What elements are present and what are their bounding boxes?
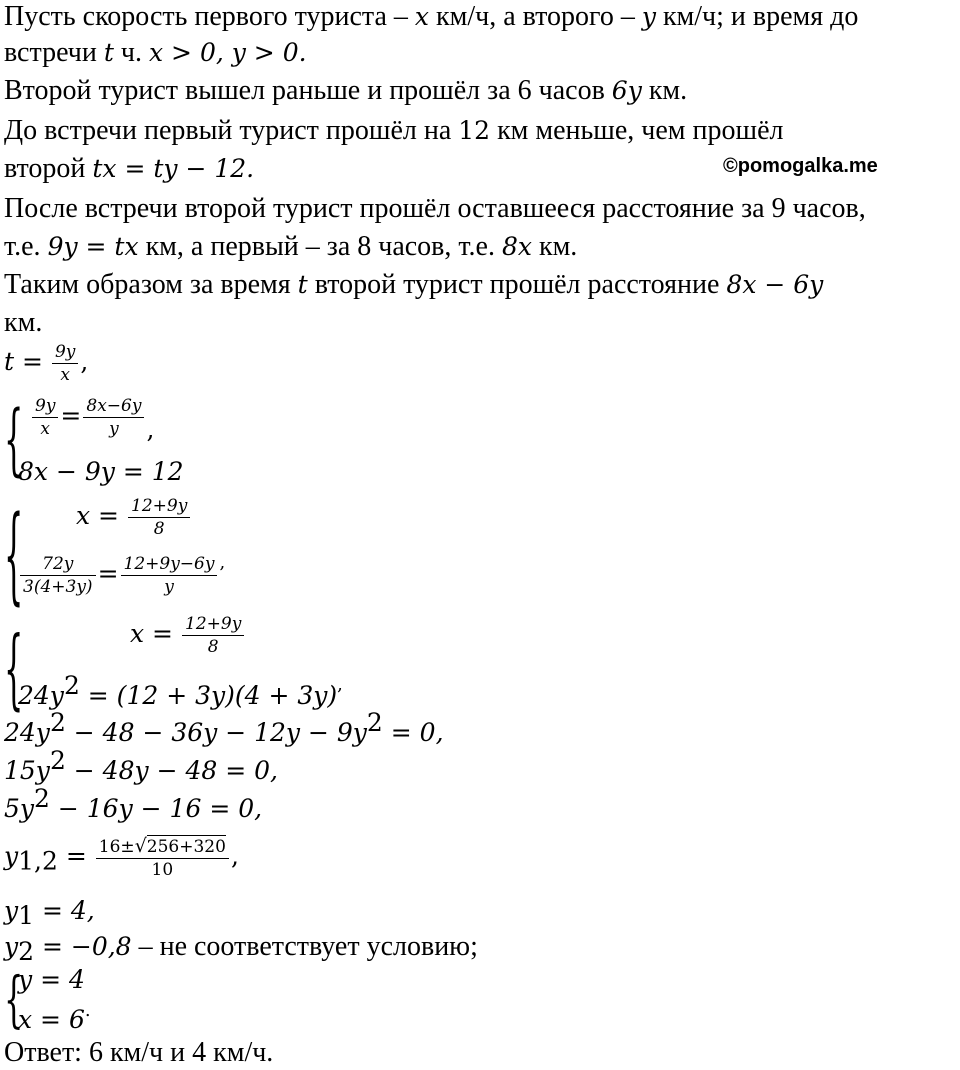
math-inline: y: [4, 932, 19, 961]
denominator: 8: [207, 637, 219, 657]
system-row: $\frac{72y}{3(4+3y)}$ = $\frac{12+9y-6y}{y}$ ,: [18, 552, 225, 597]
brace-icon: {: [4, 394, 24, 485]
equation-roots: [4, 836, 239, 880]
text-segment: Второй турист вышел раньше и прошёл за 6 часов: [4, 75, 612, 106]
subscript: 2: [18, 937, 35, 966]
math-var: t: [103, 38, 114, 67]
system-row: [76, 496, 192, 539]
exponent: 2: [34, 784, 50, 813]
fraction: [20, 554, 96, 597]
math-inline: = 0,: [382, 718, 444, 747]
fraction: [96, 836, 229, 880]
numerator: 9y: [52, 342, 78, 364]
math-inline: 6y: [611, 76, 642, 105]
text-segment: встречи: [4, 37, 104, 68]
system-row: [130, 614, 246, 657]
subscript: 1,2: [18, 846, 58, 876]
math-inline: 8x: [501, 232, 532, 261]
text-segment: ч.: [113, 37, 149, 68]
numerator: 12+9y: [182, 614, 244, 636]
text-segment: – не соответствует условию;: [131, 931, 478, 962]
math-inline: = 4,: [34, 896, 95, 925]
denominator: x: [60, 365, 70, 385]
math-inline: 8x − 6y: [726, 270, 824, 299]
numerator: 16±√256+320: [96, 836, 229, 859]
text-line-4: [4, 114, 783, 148]
denominator: 10: [151, 860, 174, 880]
denominator: x: [40, 419, 50, 439]
fraction: [182, 614, 244, 657]
numerator: 12+9y−6y: [121, 554, 218, 576]
subscript: 1: [18, 901, 35, 930]
text-segment: км меньше, чем прошёл: [490, 115, 784, 146]
exponent: 2: [63, 671, 80, 700]
text-line-9: км.: [4, 307, 43, 338]
math-inline: y = 4: [18, 965, 85, 994]
punctuation: ,: [80, 346, 89, 376]
denominator: y: [109, 419, 119, 439]
text-segment: км.: [641, 75, 688, 106]
math-inline: x =: [130, 618, 173, 648]
text-line-2: [4, 36, 307, 70]
punctuation: ,: [337, 674, 343, 695]
numerator: 8x−6y: [83, 396, 144, 418]
equation-t: [4, 342, 88, 385]
text-line-3: [4, 74, 687, 108]
math-inline: 15y: [4, 756, 50, 785]
math-inline: = −0,8: [34, 932, 132, 961]
punctuation: .: [84, 1000, 91, 1021]
math-inline: 24y: [4, 718, 50, 747]
math-var: t: [297, 270, 308, 299]
system-row: $\frac{9y}{x}$ = $\frac{8x-6y}{y}$ ,: [30, 396, 154, 444]
punctuation: ,: [146, 414, 155, 444]
text-line-7: [4, 230, 577, 264]
brace-icon: {: [4, 494, 24, 615]
exponent: 2: [49, 708, 66, 737]
fraction: [32, 396, 58, 439]
text-line-5: [4, 152, 254, 186]
text-segment: Пусть скорость первого туриста –: [4, 1, 415, 32]
math-inline: x = 6: [18, 1005, 85, 1034]
text-line-6: После встречи второй турист прошёл оставшееся расстояние за 9 часов,: [4, 193, 866, 224]
text-segment: Таким образом за время: [4, 269, 298, 300]
math-inline: x =: [76, 500, 119, 530]
equation-line: [4, 894, 95, 928]
system-row: [18, 1000, 91, 1036]
math-inline: 5y: [4, 794, 35, 823]
numerator: 12+9y: [128, 496, 190, 518]
numerator-part: 16±: [98, 837, 135, 857]
fraction: [83, 396, 144, 439]
math-inline: t =: [4, 346, 43, 376]
exponent: 2: [49, 746, 66, 775]
text-line-1: [4, 0, 858, 34]
math-inline: x > 0, y > 0.: [149, 38, 307, 67]
math-inline: 24y: [18, 681, 64, 710]
equation-line: [4, 746, 278, 788]
math-inline: 8x − 9y = 12: [18, 457, 184, 486]
text-segment: т.е.: [4, 231, 48, 262]
math-inline: 12: [458, 116, 491, 145]
text-segment: До встречи первый турист прошёл на: [4, 115, 459, 146]
text-segment: км, а первый – за 8 часов, т.е.: [138, 231, 502, 262]
system-row: [18, 671, 343, 712]
fraction: [121, 554, 218, 597]
math-inline: − 48 − 36y − 12y − 9y: [65, 718, 367, 747]
punctuation: ,: [219, 552, 226, 573]
numerator: 72y: [20, 554, 96, 576]
text-segment: км/ч; и время до: [655, 1, 859, 32]
fraction: [52, 342, 78, 385]
system-row: [18, 456, 184, 488]
answer-line: Ответ: 6 км/ч и 4 км/ч.: [4, 1037, 274, 1068]
denominator: 3(4+3y): [23, 577, 93, 598]
math-var: x: [414, 2, 430, 31]
watermark: ©pomogalka.me: [723, 155, 878, 177]
exponent: 2: [366, 708, 383, 737]
system-row: [18, 964, 85, 996]
math-inline: tx = ty − 12.: [92, 154, 255, 183]
brace-icon: {: [4, 964, 24, 1035]
text-segment: км/ч, а второго –: [429, 1, 642, 32]
equation-line: [4, 708, 444, 750]
math-inline: − 16y − 16 = 0,: [49, 794, 263, 823]
math-inline: y: [4, 841, 19, 871]
math-inline: − 48y − 48 = 0,: [65, 756, 278, 785]
text-segment: км.: [531, 231, 578, 262]
brace-icon: {: [4, 618, 24, 720]
math-var: y: [641, 2, 656, 31]
text-segment: второй: [4, 153, 93, 184]
math-inline: 9y = tx: [47, 232, 139, 261]
fraction: [128, 496, 190, 539]
equation-line: [4, 784, 263, 826]
math-inline: = (12 + 3y)(4 + 3y): [79, 681, 338, 710]
denominator: 8: [153, 519, 165, 539]
text-segment: второй турист прошёл расстояние: [307, 269, 727, 300]
radicand: 256+320: [146, 837, 226, 857]
math-inline: y: [4, 896, 19, 925]
numerator: 9y: [32, 396, 58, 418]
text-line-8: [4, 268, 823, 302]
math-inline: =: [57, 841, 87, 871]
punctuation: ,: [230, 841, 239, 871]
denominator: y: [164, 577, 174, 598]
equation-line: [4, 930, 478, 964]
